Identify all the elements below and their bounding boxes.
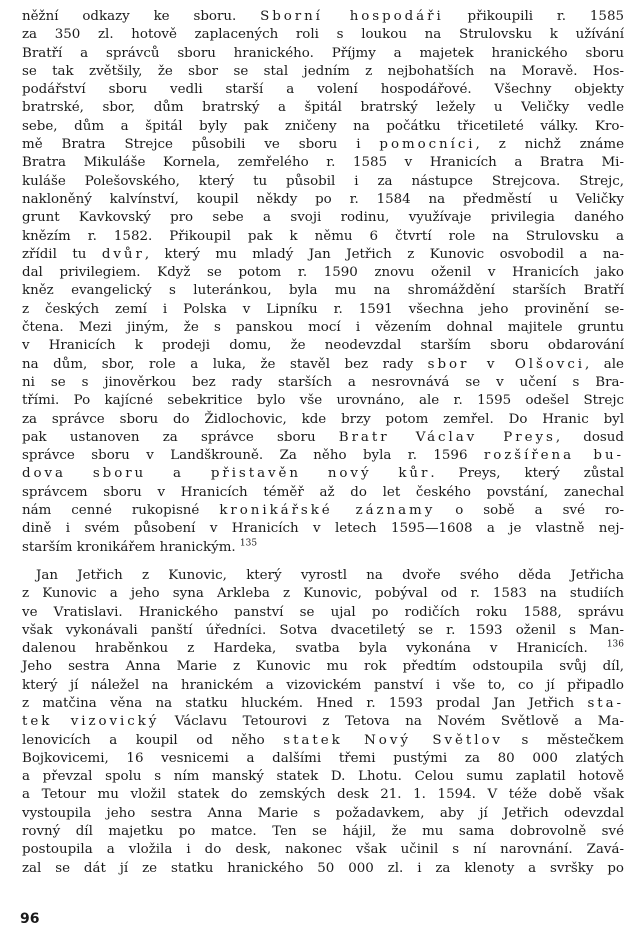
text-line: knězím r. 1582. Přikoupil pak k němu 6 čtvrtí role na Strulovsku a xyxy=(22,228,624,244)
spaced-term: Bratr Václav Preys xyxy=(338,429,556,445)
text-line: Bojkovicemi, 16 vesnicemi a dalšími třemi pustými za 80 000 zlatých xyxy=(22,750,624,766)
text-line: však vykonávali panští úředníci. Sotva dvacetiletý se r. 1593 oženil s Man- xyxy=(22,622,624,638)
text-line: a převzal spolu s ním manský statek D. Lhotu. Celou sumu zaplatil hotově xyxy=(22,769,624,785)
spaced-term: sta- xyxy=(587,695,624,711)
text-line: kněz evangelický s luteránkou, byla mu na shromáždění starších Bratří xyxy=(22,283,624,299)
text-line: ve Vratislavi. Hranického panství se ujal po rodičích roku 1588, správu xyxy=(22,604,624,620)
text-line: podářství sboru vedli starší a volení hospodářové. Všechny objekty xyxy=(22,82,624,98)
text-line: dova sboru a přistavěn nový kůr. Preys, který zůstal xyxy=(22,466,625,482)
text-line: v Hranicích k prodeji domu, že neodevzdal starším sboru obdarování xyxy=(22,338,624,354)
text-line: za správce sboru do Židlochovic, kde brzy potom zemřel. Do Hranic byl xyxy=(22,411,624,427)
text-line: vystoupila jeho sestra Anna Marie s požadavkem, aby jí Jetřich odevzdal xyxy=(22,805,624,821)
text-line: z matčina věna na statku hluckém. Hned r. 1593 prodal Jan Jetřich sta- xyxy=(22,695,624,711)
text-line: třími. Po kajícné sebekritice bylo vše urovnáno, ale r. 1595 odešel Strejc xyxy=(22,393,624,409)
spaced-term: sbor v Olšovci xyxy=(427,356,586,372)
page-text xyxy=(22,8,624,878)
text-line: čtena. Mezi jiným, že s panskou mocí i vězením dohnal majitele gruntu xyxy=(22,320,624,336)
footnote-ref: 135 xyxy=(239,538,258,549)
spaced-term: pomocníci xyxy=(379,137,476,153)
text-line: na dům, sbor, role a luka, že stavěl bez rady sbor v Olšovci, ale xyxy=(22,356,624,372)
spaced-term: kronikářské záznamy xyxy=(219,503,436,519)
text-line: zřídil tu dvůr, který mu mladý Jan Jetřich z Kunovic osvobodil a na- xyxy=(22,246,624,262)
text-line: zal se dát jí ze statku hranického 50 000 zl. i za klenoty a svršky po xyxy=(22,860,624,876)
spaced-term: rozšířena bu- xyxy=(483,448,624,464)
text-line: Bratří a správců sboru hranického. Příjmy a majetek hranického sboru xyxy=(22,45,624,61)
text-line: dal privilegiem. Když se potom r. 1590 znovu oženil v Hranicích jako xyxy=(22,265,624,281)
page-number: 96 xyxy=(20,911,40,927)
text-line: grunt Kavkovský pro sebe a svoji rodinu, využívaje privilegia daného xyxy=(22,210,624,226)
text-line: dalenou hraběnkou z Hardeka, svatba byla vykonána v Hranicích. $^{136}$ xyxy=(22,639,624,657)
text-line: rovný díl majetku po matce. Ten se hájil, že mu sama dobrovolně své xyxy=(22,824,624,840)
text-line: za 350 zl. hotově zaplacených roli s loukou na Strulovsku k užívání xyxy=(22,27,624,43)
text-line: tek vizovický Václavu Tetourovi z Tetova na Novém Světlově a Ma- xyxy=(22,714,624,730)
text-line: se tak zvětšily, že sbor se stal jedním z nejbohatších na Moravě. Hos- xyxy=(22,63,624,79)
text-line: Jeho sestra Anna Marie z Kunovic mu rok předtím odstoupila svůj díl, xyxy=(22,659,624,675)
spaced-term: dvůr xyxy=(101,246,145,262)
spaced-term: tek vizovický xyxy=(22,714,160,730)
text-line: kuláše Polešovského, který tu působil i za nástupce Strejcova. Strejc, xyxy=(22,173,624,189)
text-line: ni se s jinověrkou bez rady starších a nesrovnává se v učení s Bra- xyxy=(22,374,624,390)
spaced-term: dova sboru a přistavěn nový kůr xyxy=(22,466,431,482)
text-line: starším kronikářem hranickým. $^{135}$ xyxy=(22,538,258,555)
text-line: správcem sboru v Hranicích téměř až do let českého povstání, zanechal xyxy=(22,484,624,500)
text-line: lenovicích a koupil od něho statek Nový Světlov s městečkem xyxy=(22,732,624,748)
text-line: z českých zemí i Polska v Lipníku r. 1591 všechna jeho provinění se- xyxy=(22,301,624,317)
text-line: něžní odkazy ke sboru. Sborní hospodáři přikoupili r. 1585 xyxy=(22,9,624,24)
text-line: nám cenné rukopisné kronikářské záznamy o sobě a své ro- xyxy=(22,503,624,519)
text-line: Jan Jetřich z Kunovic, který vyrostl na dvoře svého děda Jetřicha xyxy=(36,567,624,583)
text-line: pak ustanoven za správce sboru Bratr Václav Preys, dosud xyxy=(22,429,624,445)
text-line: z Kunovic a jeho syna Arkleba z Kunovic, pobýval od r. 1583 na studiích xyxy=(22,586,624,602)
text-line: sebe, dům a špitál byly pak zničeny na počátku třicetileté války. Kro- xyxy=(22,118,624,134)
text-line: který jí náležel na hranickém a vizovickém panství i vše to, co jí připadlo xyxy=(22,677,624,693)
spaced-term: Sborní hospodáři xyxy=(260,9,444,24)
text-line: dině i svém působení v Hranicích v letech 1595—1608 a je vlastně nej- xyxy=(22,521,624,537)
text-line: mě Bratra Strejce působili ve sboru i pomocníci, z nichž známe xyxy=(22,137,625,153)
text-line: a Tetour mu vložil statek do zemských desk 21. 1. 1594. V téže době však xyxy=(22,787,624,803)
text-line: Bratra Mikuláše Kornela, zemřelého r. 1585 v Hranicích a Bratra Mi- xyxy=(22,155,624,171)
text-line: správce sboru v Landškrouně. Za něho byla r. 1596 rozšířena bu- xyxy=(22,448,624,464)
text-line: postoupila a vložila i do desk, nakonec však učinil s ní narovnání. Zavá- xyxy=(22,842,624,858)
spaced-term: statek Nový Světlov xyxy=(283,732,503,748)
text-line: bratrské, sbor, dům bratrský a špitál bratrský ležely u Veličky vedle xyxy=(22,100,624,116)
text-line: nakloněný kalvínství, koupil někdy po r. 1584 na předměstí u Veličky xyxy=(22,191,624,207)
footnote-ref: 136 xyxy=(606,639,624,650)
